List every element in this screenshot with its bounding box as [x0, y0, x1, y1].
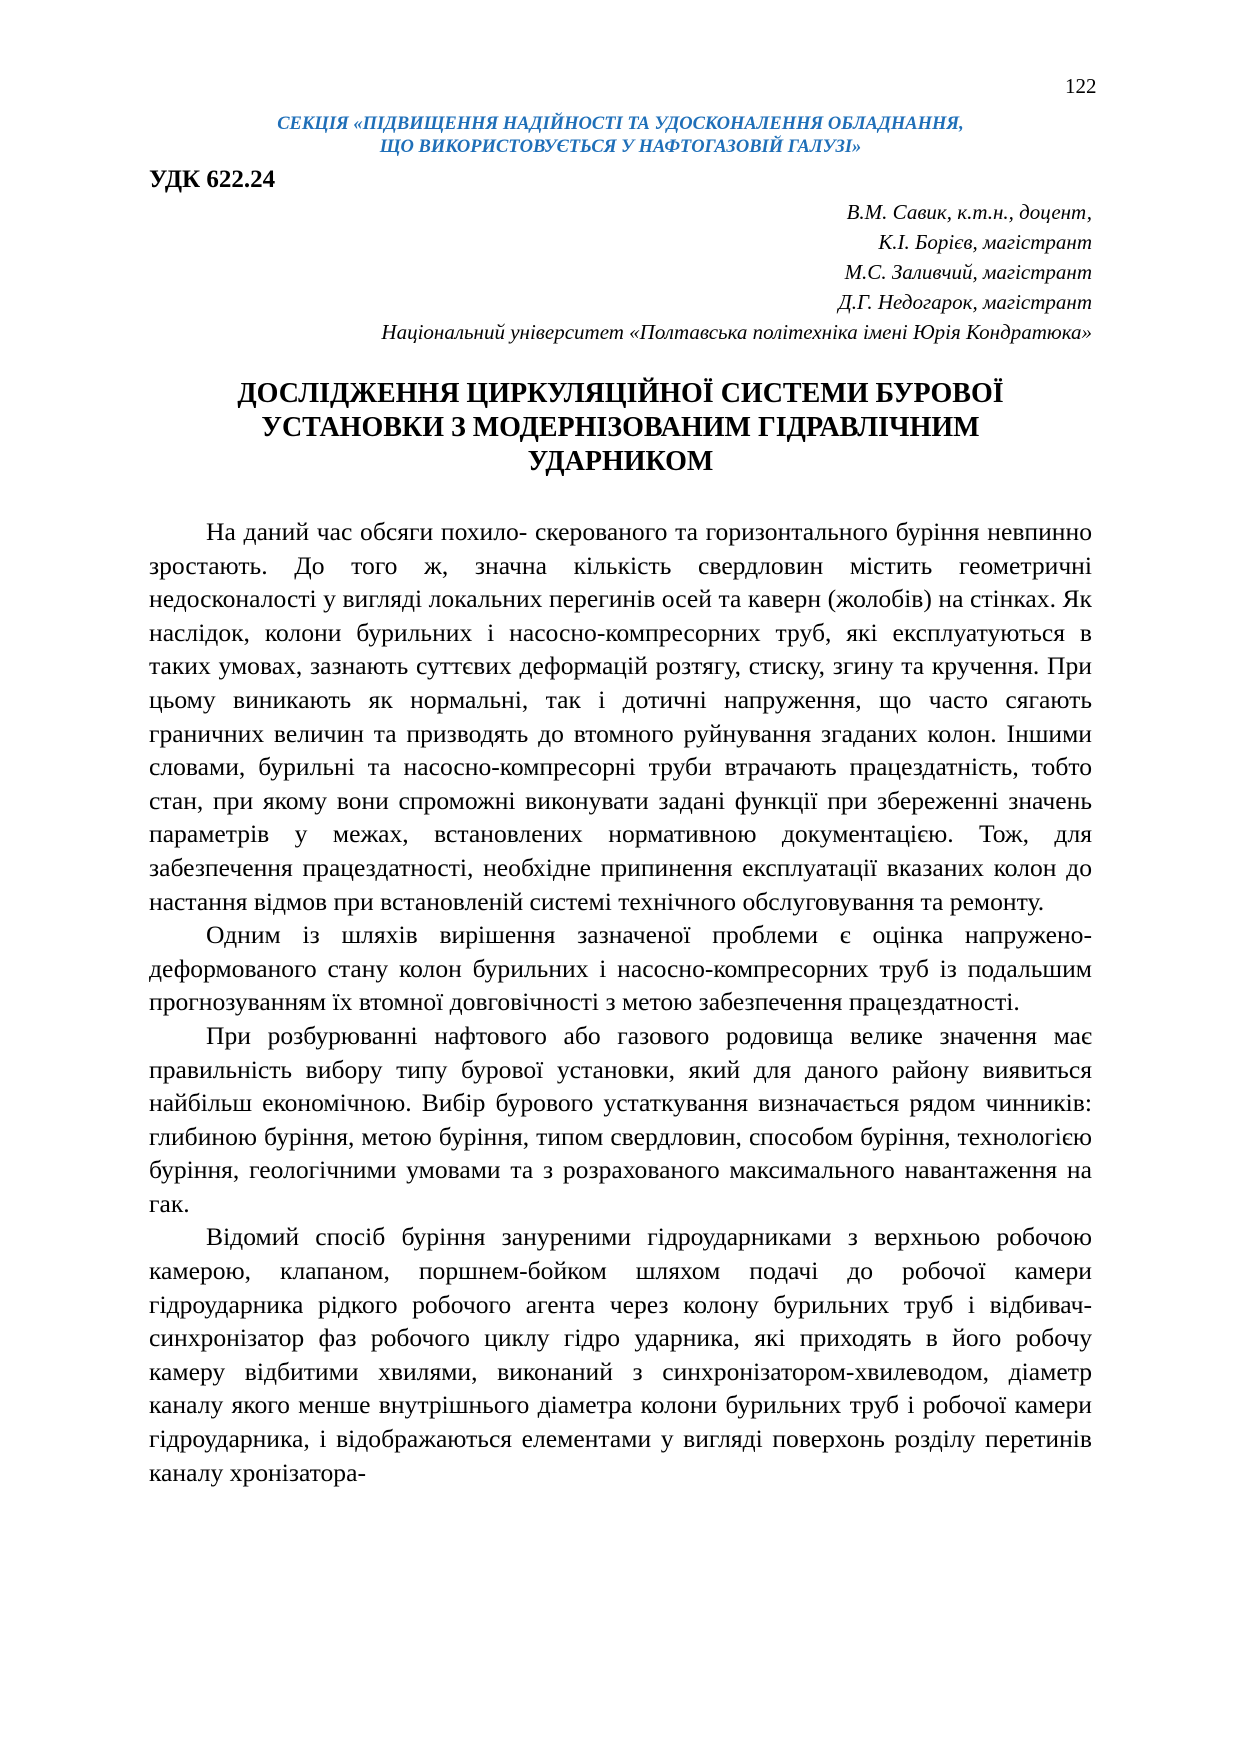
title-line: ДОСЛІДЖЕННЯ ЦИРКУЛЯЦІЙНОЇ СИСТЕМИ БУРОВОЇ [237, 378, 1004, 409]
author-line: Д.Г. Недогарок, магістрант [838, 290, 1092, 314]
author-line: В.М. Савик, к.т.н., доцент, [846, 200, 1092, 224]
section-heading [149, 113, 1092, 159]
paragraph: На даний час обсяги похило- скерованого та горизонтального буріння невпинно зростають. До того ж, значна кількість свердловин містить геометричні недосконалості у вигляді локальних перегинів осей та каверн (жолобів) на стінках. Як наслідок, колони бурильних і насосно-компресорних труб, які експлуатуються в таких умовах, зазнають суттєвих деформацій розтягу, стиску, згину та кручення. При цьому виникають як нормальні, так і дотичні напруження, що часто сягають граничних величин та призводять до втомного руйнування згаданих колон. Іншими словами, бурильні та насосно-компресорні труби втрачають працездатність, тобто стан, при якому вони спроможні виконувати задані функції при збереженні значень параметрів у межах, встановлених нормативною документацією. Тож, для забезпечення працездатності, необхідне припинення експлуатації вказаних колон до настання відмов при встановленій системі технічного обслуговування та ремонту. [149, 517, 1092, 916]
author-block [149, 197, 1092, 347]
paragraph: При розбурюванні нафтового або газового родовища велике значення має правильність вибору типу бурової установки, який для даного району виявиться найбільш економічною. Вибір бурового устаткування визначається рядом чинників: глибиною буріння, метою буріння, типом свердловин, способом буріння, технологією буріння, геологічними умовами та з розрахованого максимального навантаження на гак. [149, 1020, 1092, 1218]
section-heading-line: СЕКЦІЯ «ПІДВИЩЕННЯ НАДІЙНОСТІ ТА УДОСКОНАЛЕННЯ ОБЛАДНАННЯ, [277, 114, 964, 134]
paragraph: Відомий спосіб буріння зануреними гідроударниками з верхньою робочою камерою, клапаном, поршнем-бойком шляхом подачі до робочої камери гідроударника рідкого робочого агента через колону бурильних труб і відбивач-синхронізатор фаз робочого циклу гідро ударника, які приходять в його робочу камеру відбитими хвилями, виконаний з синхронізатором-хвилеводом, діаметр каналу якого менше внутрішнього діаметра колони бурильних труб і робочої камери гідроударника, і відображаються елементами у вигляді поверхонь розділу перетинів каналу хронізатора- [149, 1222, 1092, 1487]
affiliation: Національний університет «Полтавська політехніка імені Юрія Кондратюка» [381, 320, 1092, 344]
author-line: М.С. Заливчий, магістрант [844, 260, 1092, 284]
paper-title [149, 377, 1092, 479]
section-heading-line: ЩО ВИКОРИСТОВУЄТЬСЯ У НАФТОГАЗОВІЙ ГАЛУЗІ» [379, 137, 862, 157]
title-line: УСТАНОВКИ З МОДЕРНІЗОВАНИМ ГІДРАВЛІЧНИМ [261, 412, 980, 443]
title-line: УДАРНИКОМ [527, 446, 714, 477]
author-line: К.І. Борієв, магістрант [878, 230, 1092, 254]
page-number: 122 [1065, 74, 1097, 98]
paragraph: Одним із шляхів вирішення зазначеної проблеми є оцінка напружено-деформованого стану колон бурильних і насосно-компресорних труб із подальшим прогнозуванням їх втомної довговічності з метою забезпечення працездатності. [149, 920, 1092, 1017]
udk-code: УДК 622.24 [149, 166, 276, 193]
body-text [149, 515, 1092, 1489]
